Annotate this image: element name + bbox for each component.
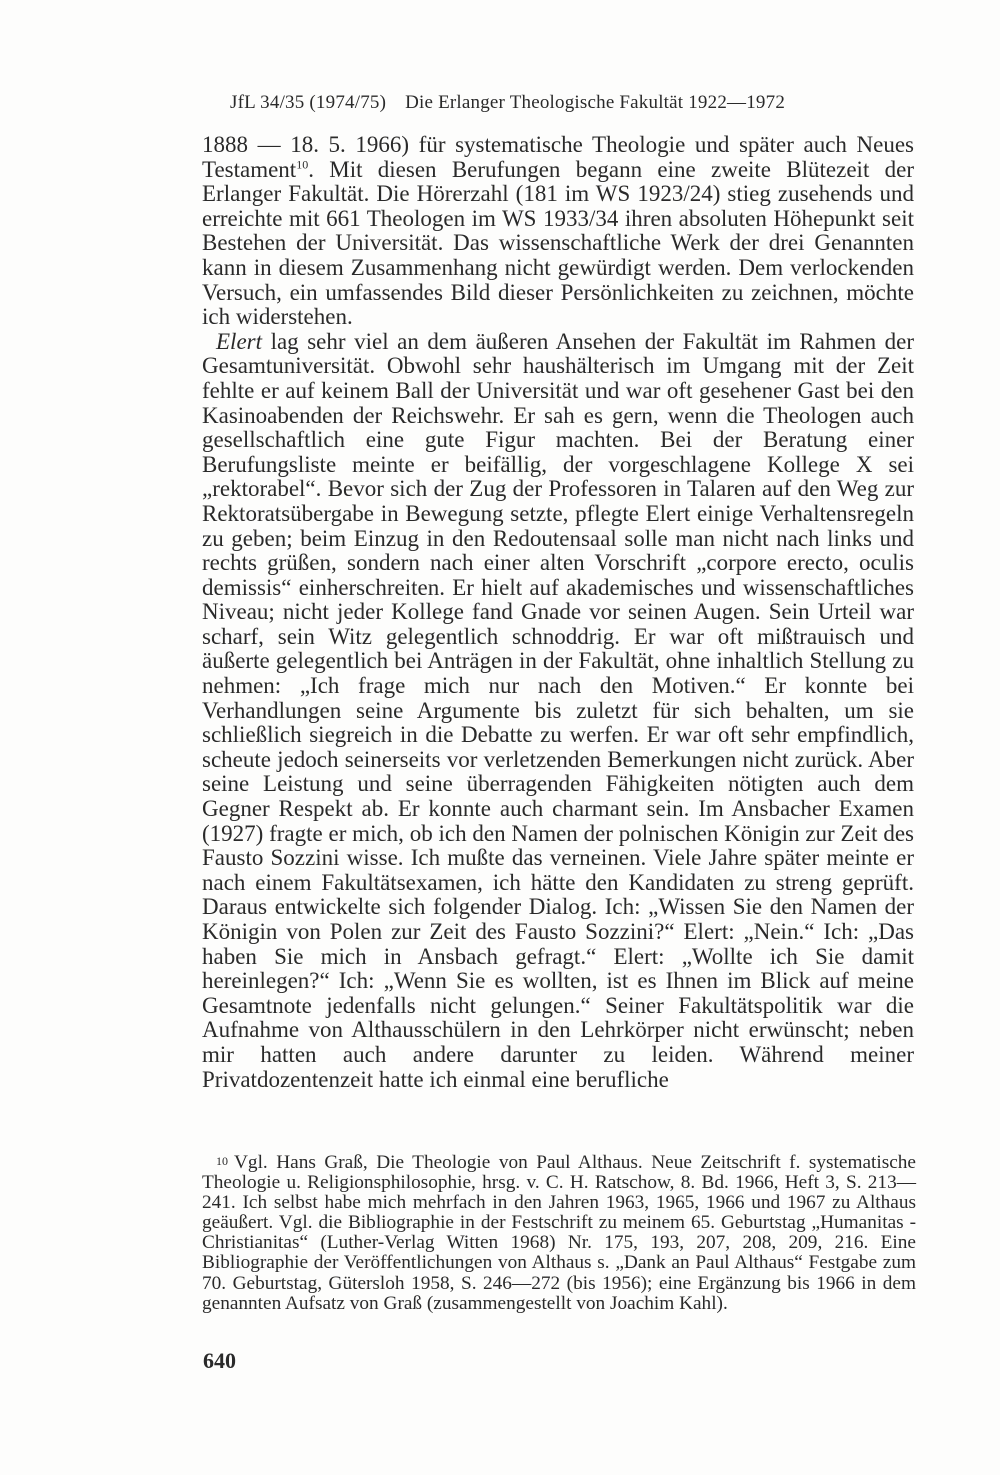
footnote-number: 10 [216,1154,228,1168]
article-title: Die Erlanger Theologische Fakultät 1922—1972 [405,92,786,113]
footnote [202,1151,916,1314]
footnote-reference[interactable]: 10 [296,156,309,171]
page-number: 640 [203,1348,236,1373]
paragraph-1-start: 1888 — 18. 5. 1966) für systematische Theologie und später auch Neues Testament [202,132,914,182]
body-text [202,133,914,1092]
journal-citation: JfL 34/35 (1974/75) [230,92,387,113]
running-header [230,92,870,114]
paragraph-1-rest: . Mit diesen Berufungen begann eine zweite Blütezeit der Erlanger Fakultät. Die Hörerzahl (181 im WS 1923/24) stieg zusehends und erreichte mit 661 Theologen im WS 1933/34 ihren absoluten Höhepunkt seit Bestehen der Universität. Das wissenschaftliche Werk der drei Genannten kann in diesem Zusammenhang nicht gewürdigt werden. Dem verlockenden Versuch, ein umfassendes Bild dieser Persönlichkeiten zu zeichnen, möchte ich widerstehen. [202,156,914,330]
paragraph-2 [202,330,914,1092]
footnote-text: Vgl. Hans Graß, Die Theologie von Paul Althaus. Neue Zeitschrift f. systematische Theologie u. Religionsphilosophie, hrsg. v. C. H. Ratschow, 8. Bd. 1966, Heft 3, S. 213—241. Ich selbst habe mich mehrfach in den Jahren 1963, 1965, 1966 und 1967 zu Althaus geäußert. Vgl. die Bibliographie in der Festschrift zu meinem 65. Geburtstag „Humanitas - Christianitas“ (Luther-Verlag Witten 1968) Nr. 175, 193, 207, 208, 209, 216. Eine Bibliographie der Veröffentlichungen von Althaus s. „Dank an Paul Althaus“ Festgabe zum 70. Geburtstag, Gütersloh 1958, S. 246—272 (bis 1956); eine Ergänzung bis 1966 in dem genannten Aufsatz von Graß (zusammengestellt von Joachim Kahl). [202,1152,916,1314]
paragraph-2-lead-name: Elert [216,328,262,354]
paragraph-2-text: lag sehr viel an dem äußeren Ansehen der Fakultät im Rahmen der Gesamtuniversität. Obwohl sehr haushälterisch im Umgang mit der Zeit fehlte er auf keinem Ball der Universität und war oft gesehener Gast bei den Kasinoabenden der Reichswehr. Er sah es gern, wenn die Theologen auch gesellschaftlich eine gute Figur machten. Bei der Beratung einer Berufungsliste meinte er beifällig, der vorgeschlagene Kollege X sei „rektorabel“. Bevor sich der Zug der Professoren in Talaren auf den Weg zur Rektoratsübergabe in Bewegung setzte, pflegte Elert einige Verhaltensregeln zu geben; beim Einzug in den Redoutensaal solle man nicht nach links und rechts grüßen, sondern nach einer alten Vorschrift „corpore erecto, oculis demissis“ einherschreiten. Er hielt auf akademisches und wissenschaftliches Niveau; nicht jeder Kollege fand Gnade vor seinen Augen. Sein Urteil war scharf, sein Witz gelegentlich schnoddrig. Er war oft mißtrauisch und äußerte gelegentlich bei Anträgen in der Fakultät, ohne inhaltlich Stellung zu nehmen: „Ich frage mich nur nach den Motiven.“ Er konnte bei Verhandlungen seine Argumente bis zuletzt für sich behalten, um sie schließlich siegreich in die Debatte zu werfen. Er war oft sehr empfindlich, scheute jedoch seinerseits vor verletzenden Bemerkungen nicht zurück. Aber seine Leistung und seine überragenden Fähigkeiten nötigten auch dem Gegner Respekt ab. Er konnte auch charmant sein. Im Ansbacher Examen (1927) fragte er mich, ob ich den Namen der polnischen Königin zur Zeit des Fausto Sozzini wisse. Ich mußte das verneinen. Viele Jahre später meinte er nach einem Fakultätsexamen, ich hätte den Kandidaten zu streng geprüft. Daraus entwickelte sich folgender Dialog. Ich: „Wissen Sie den Namen der Königin von Polen zur Zeit des Fausto Sozzini?“ Elert: „Nein.“ Ich: „Das haben Sie mich in Ansbach gefragt.“ Elert: „Wollte ich Sie damit hereinlegen?“ Ich: „Wenn Sie es wollten, ist es Ihnen im Blick auf meine Gesamtnote jedenfalls nicht gelungen.“ Seiner Fakultätspolitik war die Aufnahme von Althausschülern in den Lehrkörper nicht erwünscht; neben mir hatten auch andere darunter zu leiden. Während meiner Privatdozentenzeit hatte ich einmal eine berufliche [202,328,914,1092]
paragraph-1 [202,133,914,330]
